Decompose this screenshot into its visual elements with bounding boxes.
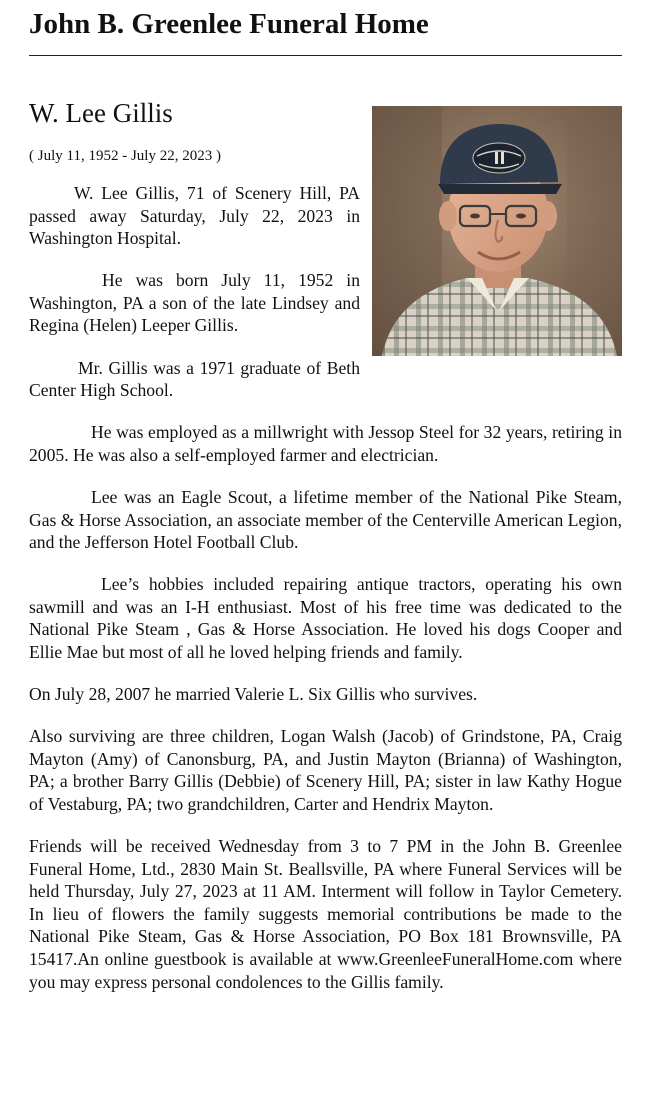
obituary-paragraph: He was employed as a millwright with Jessop Steel for 32 years, retiring in 2005. He was also a self-employed farmer and electrician. <box>29 422 622 465</box>
obituary-paragraph: On July 28, 2007 he married Valerie L. Six Gillis who survives. <box>29 684 478 705</box>
obituary-paragraph: Mr. Gillis was a 1971 graduate of Beth Center High School. <box>29 357 360 401</box>
obituary-paragraph: Lee was an Eagle Scout, a lifetime member of the National Pike Steam, Gas & Horse Association, an associate member of the Centerville American Legion, and the Jefferson Hotel Football Club. <box>29 486 622 553</box>
title-divider <box>29 55 622 56</box>
portrait-photo-icon <box>372 106 622 356</box>
obituary-paragraph: Also surviving are three children, Logan Walsh (Jacob) of Grindstone, PA, Craig Mayton (Amy) of Canonsburg, PA, and Justin Mayton (Brianna) of Washington, PA; a brother Barry Gillis (Debbie) of Scenery Hill, PA; sister in law Kathy Hogue of Vestaburg, PA; two grandchildren, Carter and Hendrix Mayton. <box>29 726 622 814</box>
obituary-name: W. Lee Gillis <box>29 98 173 128</box>
obituary-paragraph: He was born July 11, 1952 in Washington, PA a son of the late Lindsey and Regina (Helen) Leeper Gillis. <box>29 270 360 336</box>
obituary-paragraph: W. Lee Gillis, 71 of Scenery Hill, PA passed away Saturday, July 22, 2023 in Washington Hospital. <box>29 183 360 249</box>
obituary-paragraph: Friends will be received Wednesday from 3 to 7 PM in the John B. Greenlee Funeral Home, Ltd., 2830 Main St. Beallsville, PA where Funeral Services will be held Thursday, July 27, 2023 at 11 AM. Interment will follow in Taylor Cemetery. In lieu of flowers the family suggests memorial contributions be made to the National Pike Steam, Gas & Horse Association, PO Box 181 Brownsville, PA 15417.An online guestbook is available at www.GreenleeFuneralHome.com where you may express personal condolences to the Gillis family. <box>29 836 622 992</box>
obituary-dates: ( July 11, 1952 - July 22, 2023 ) <box>29 148 221 164</box>
site-title: John B. Greenlee Funeral Home <box>29 8 429 40</box>
obituary-content <box>29 96 622 993</box>
obituary-paragraph: Lee’s hobbies included repairing antique tractors, operating his own sawmill and was an I-H enthusiast. Most of his free time was dedicated to the National Pike Steam , Gas & Horse Association. He loved his dogs Cooper and Ellie Mae but most of all he loved helping friends and family. <box>29 574 622 662</box>
